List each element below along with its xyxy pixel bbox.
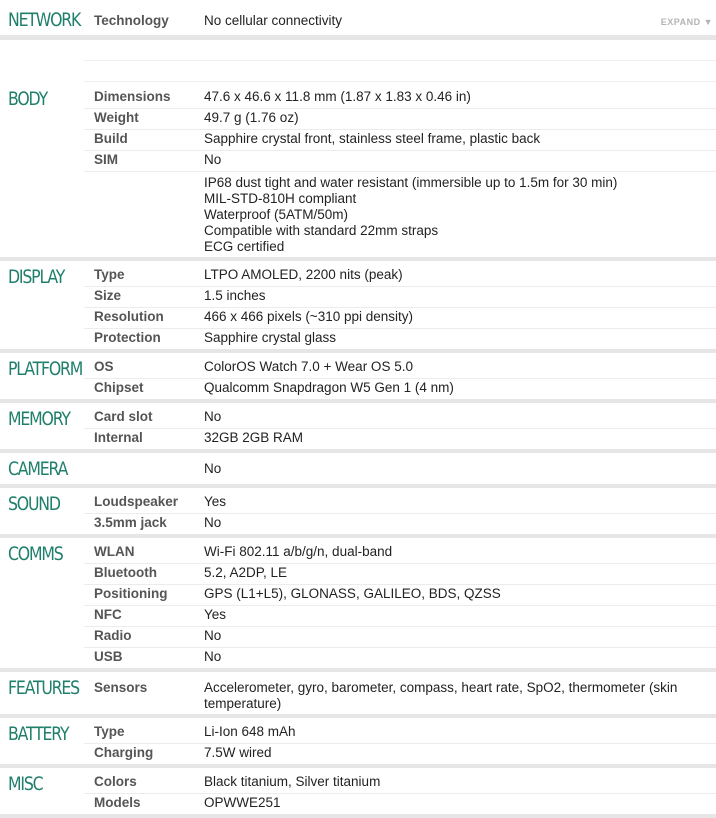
spec-value: Sapphire crystal glass <box>204 330 337 345</box>
spec-row <box>0 171 716 257</box>
spec-section-battery <box>0 718 716 768</box>
spec-value: Qualcomm Snapdragon W5 Gen 1 (4 nm) <box>204 380 454 395</box>
spec-value: Wi-Fi 802.11 a/b/g/n, dual-band <box>204 544 393 559</box>
spec-row <box>0 772 716 793</box>
spec-value-line: IP68 dust tight and water resistant (immersible up to 1.5m for 30 min) <box>204 175 618 190</box>
spec-label[interactable]: Build <box>94 131 128 146</box>
spec-section-memory <box>0 403 716 453</box>
spec-row <box>0 129 716 150</box>
section-title[interactable]: FEATURES <box>8 678 79 699</box>
section-title[interactable]: PLATFORM <box>8 359 83 380</box>
spec-value: No cellular connectivity <box>204 13 343 28</box>
spec-value: No <box>204 515 222 530</box>
spec-section-display <box>0 261 716 353</box>
spec-row <box>0 743 716 764</box>
spec-label[interactable]: 3.5mm jack <box>94 515 167 530</box>
spec-value: 47.6 x 46.6 x 11.8 mm (1.87 x 1.83 x 0.46 in) <box>204 89 471 104</box>
spec-row <box>0 584 716 605</box>
spec-label[interactable]: Technology <box>94 13 169 28</box>
spec-label[interactable]: Loudspeaker <box>94 494 179 509</box>
section-title[interactable]: NETWORK <box>8 10 81 31</box>
spec-row <box>0 307 716 328</box>
spec-row <box>0 563 716 584</box>
spec-row <box>0 150 716 171</box>
spec-label[interactable]: Colors <box>94 774 137 789</box>
blank-spacer <box>0 40 716 83</box>
section-title[interactable]: MISC <box>8 774 43 795</box>
spec-value: No <box>204 409 222 424</box>
spec-row <box>0 542 716 563</box>
section-title[interactable]: DISPLAY <box>8 267 65 288</box>
spec-value-line: Compatible with standard 22mm straps <box>204 223 439 238</box>
spec-value: Black titanium, Silver titanium <box>204 774 381 789</box>
spec-value: Yes <box>204 494 227 509</box>
spec-label[interactable]: Resolution <box>94 309 164 324</box>
spec-section-network <box>0 0 716 40</box>
spec-label[interactable]: Weight <box>94 110 139 125</box>
spec-label[interactable]: SIM <box>94 152 119 167</box>
spec-label[interactable]: Size <box>94 288 122 303</box>
spec-row <box>0 722 716 743</box>
spec-value: 32GB 2GB RAM <box>204 430 304 445</box>
spec-label[interactable]: Bluetooth <box>94 565 157 580</box>
spec-label[interactable]: NFC <box>94 607 122 622</box>
spec-value: ColorOS Watch 7.0 + Wear OS 5.0 <box>204 359 413 374</box>
section-title[interactable]: COMMS <box>8 544 63 565</box>
spec-value-line: MIL-STD-810H compliant <box>204 191 357 206</box>
section-title[interactable]: MEMORY <box>8 409 70 430</box>
spec-value: No <box>204 649 222 664</box>
spec-label[interactable]: Type <box>94 267 125 282</box>
spec-section-misc <box>0 768 716 818</box>
spec-row <box>0 647 716 668</box>
spec-label[interactable]: OS <box>94 359 114 374</box>
spec-label[interactable]: Dimensions <box>94 89 171 104</box>
spec-label[interactable]: USB <box>94 649 123 664</box>
spec-label[interactable]: Positioning <box>94 586 168 601</box>
expand-button[interactable]: EXPAND ▼ <box>660 17 713 27</box>
spec-value: No <box>204 152 222 167</box>
section-title[interactable]: SOUND <box>8 494 60 515</box>
spec-value: No <box>204 628 222 643</box>
spec-label[interactable]: Chipset <box>94 380 144 395</box>
spec-value: 7.5W wired <box>204 745 272 760</box>
spec-value-line: ECG certified <box>204 239 285 254</box>
spec-value: LTPO AMOLED, 2200 nits (peak) <box>204 267 403 282</box>
spec-section-platform <box>0 353 716 403</box>
spec-label[interactable]: Radio <box>94 628 132 643</box>
spec-value: Sapphire crystal front, stainless steel frame, plastic back <box>204 131 541 146</box>
spec-row <box>0 328 716 349</box>
section-title[interactable]: BODY <box>8 89 47 110</box>
spec-value-line: Waterproof (5ATM/50m) <box>204 207 349 222</box>
spec-row <box>0 492 716 513</box>
spec-label[interactable]: WLAN <box>94 544 135 559</box>
spec-row <box>0 378 716 399</box>
spec-section-sound <box>0 488 716 538</box>
spec-value: 1.5 inches <box>204 288 266 303</box>
spec-row <box>0 357 716 378</box>
section-title[interactable]: CAMERA <box>8 459 68 480</box>
spec-value: Yes <box>204 607 227 622</box>
spec-section-camera <box>0 453 716 488</box>
spec-label[interactable]: Type <box>94 724 125 739</box>
spec-label[interactable]: Models <box>94 795 141 810</box>
spec-value <box>0 676 716 714</box>
spec-value: 49.7 g (1.76 oz) <box>204 110 299 125</box>
spec-row <box>0 108 716 129</box>
spec-value: GPS (L1+L5), GLONASS, GALILEO, BDS, QZSS <box>204 586 501 601</box>
spec-row <box>0 265 716 286</box>
spec-value: Li-Ion 648 mAh <box>204 724 296 739</box>
spec-row <box>0 626 716 647</box>
spec-row <box>0 11 716 32</box>
spec-value: No <box>204 461 222 476</box>
spec-value: 466 x 466 pixels (~310 ppi density) <box>204 309 414 324</box>
section-title[interactable]: BATTERY <box>8 724 69 745</box>
spec-value-line: Accelerometer, gyro, barometer, compass, heart rate, SpO2, thermometer (skin temperature) <box>204 680 678 711</box>
spec-label[interactable]: Card slot <box>94 409 153 424</box>
spec-row <box>0 286 716 307</box>
spec-section-features <box>0 672 716 718</box>
spec-label[interactable]: Sensors <box>94 680 148 695</box>
spec-label[interactable]: Internal <box>94 430 143 445</box>
spec-row <box>0 459 716 480</box>
spec-row <box>0 407 716 428</box>
spec-label[interactable]: Protection <box>94 330 161 345</box>
spec-value <box>0 171 716 257</box>
spec-row <box>0 605 716 626</box>
spec-value: 5.2, A2DP, LE <box>204 565 288 580</box>
spec-row <box>0 87 716 108</box>
spec-row <box>0 513 716 534</box>
spec-section-body <box>0 83 716 261</box>
spec-label[interactable]: Charging <box>94 745 154 760</box>
spec-row <box>0 428 716 449</box>
spec-row <box>0 676 716 714</box>
spec-row <box>0 793 716 814</box>
spec-section-comms <box>0 538 716 672</box>
spec-value: OPWWE251 <box>204 795 281 810</box>
